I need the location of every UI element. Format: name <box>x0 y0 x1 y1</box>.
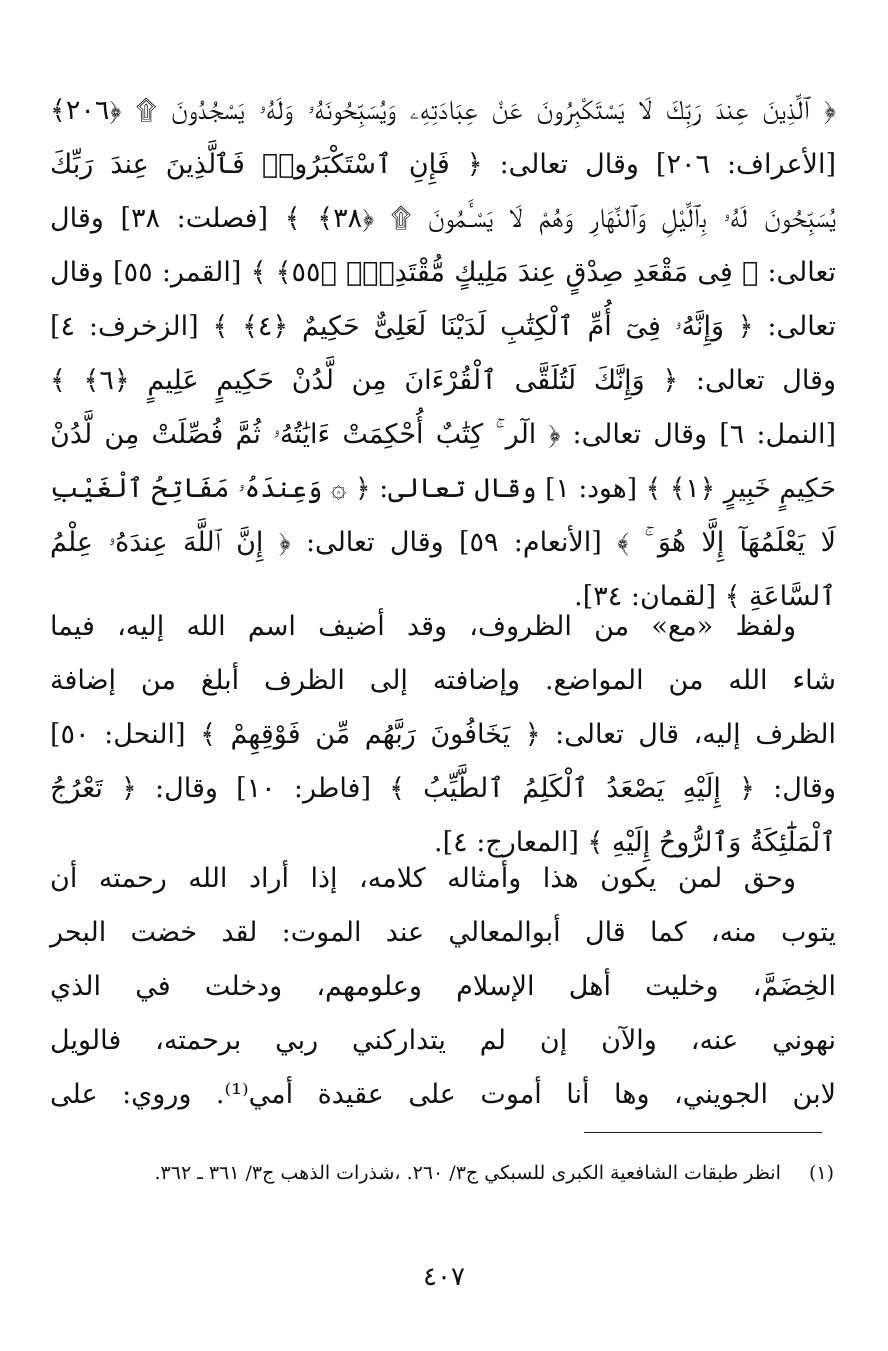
text-line: تعالى: ﴿ فِى مَقْعَدِ صِدْقٍ عِندَ مَلِيكٍ مُّقْتَدِرٍۭ ﴿٥٥﴾ ﴾ [القمر: ٥٥] وقال <box>50 257 837 288</box>
text-line: [النمل: ٦] وقال تعالى: ﴿ الٓر ۚ كِتَٰبٌ أُحْكِمَتْ ءَايَٰتُهُۥ ثُمَّ فُصِّلَتْ مِن لَّدُنْ <box>50 419 836 450</box>
text-line: ولفظ «مع» من الظروف، وقد أضيف اسم الله إليه، فيما <box>50 611 796 642</box>
text-line: يتوب منه، كما قال أبوالمعالي عند الموت: لقد خضت البحر <box>50 917 836 948</box>
text-line: حَكِيمٍ خَبِيرٍ ﴿١﴾ ﴾ [هود: ١] وقال تعالى: ﴿ ۞ وَعِندَهُۥ مَفَاتِحُ ٱلْغَيْبِ <box>50 473 836 504</box>
footnote-separator <box>584 1132 822 1133</box>
footnote-number: (١) <box>808 1162 834 1184</box>
text-line: وقال: ﴿ إِلَيْهِ يَصْعَدُ ٱلْكَلِمُ ٱلطَّيِّبُ ﴾ [فاطر: ١٠] وقال: ﴿ تَعْرُجُ <box>50 773 836 804</box>
paragraph-juwayni <box>50 852 836 1122</box>
text-line: لابن الجويني، وها أنا أموت على عقيدة أمي⁽¹⁾. وروي: على <box>50 1079 837 1110</box>
text-line: تعالى: ﴿ وَإِنَّهُۥ فِىٓ أُمِّ ٱلْكِتَٰبِ لَدَيْنَا لَعَلِىٌّ حَكِيمٌ ﴿٤﴾ ﴾ [الزخرف: ٤] <box>50 311 836 342</box>
text-line: وحق لمن يكون هذا وأمثاله كلامه، إذا أراد الله رحمته أن <box>50 863 796 894</box>
paragraph-maa <box>50 600 836 870</box>
text-line: وقال تعالى: ﴿ وَإِنَّكَ لَتُلَقَّى ٱلْقُرْءَانَ مِن لَّدُنْ حَكِيمٍ عَلِيمٍ ﴿٦﴾ ﴾ <box>50 365 836 396</box>
text-line: الخِضَمَّ، وخليت أهل الإسلام وعلومهم، ودخلت في الذي <box>50 971 836 1002</box>
page-number: ٤٠٧ <box>423 1262 465 1292</box>
text-line: نهوني عنه، والآن إن لم يتداركني ربي برحمته، فالويل <box>50 1025 836 1056</box>
text-line: الظرف إليه، قال تعالى: ﴿ يَخَافُونَ رَبَّهُم مِّن فَوْقِهِمْ ﴾ [النحل: ٥٠] <box>50 719 836 750</box>
text-line: [الأعراف: ٢٠٦] وقال تعالى: ﴿ فَإِنِ ٱسْتَكْبَرُوا۟ فَٱلَّذِينَ عِندَ رَبِّكَ <box>50 149 836 180</box>
text-line: لَا يَعْلَمُهَآ إِلَّا هُوَ ۚ ﴾ [الأنعام: ٥٩] وقال تعالى: ﴿ إِنَّ ٱللَّهَ عِندَهُۥ عِلْمُ <box>50 527 836 558</box>
text-line: ٱلسَّاعَةِ ﴾ [لقمان: ٣٤]. <box>574 581 836 612</box>
footnote-text: انظر طبقات الشافعية الكبرى للسبكي ج٣/ ٢٦٠. ،شذرات الذهب ج٣/ ٣٦١ ـ ٣٦٢. <box>154 1162 781 1184</box>
footnote <box>54 1158 834 1188</box>
text-line: شاء الله من المواضع. وإضافته إلى الظرف أبلغ من إضافة <box>50 665 836 696</box>
text-line: ﴿ ٱلَّذِينَ عِندَ رَبِّكَ لَا يَسْتَكْبِرُونَ عَنْ عِبَادَتِهِۦ وَيُسَبِّحُونَهُۥ وَلَهُۥ يَسْجُدُونَ ۩ ﴿٢٠٦﴾ <box>50 95 836 126</box>
text-line: ٱلْمَلَٰٓئِكَةُ وَٱلرُّوحُ إِلَيْهِ ﴾ [المعارج: ٤]. <box>434 827 836 858</box>
text-line: يُسَبِّحُونَ لَهُۥ بِٱلَّيْلِ وَٱلنَّهَارِ وَهُمْ لَا يَسْـَٔمُونَ ۩ ﴿٣٨﴾ ﴾ [فصلت: ٣٨] وقال <box>50 203 836 234</box>
paragraph-quran-verses <box>50 84 836 624</box>
